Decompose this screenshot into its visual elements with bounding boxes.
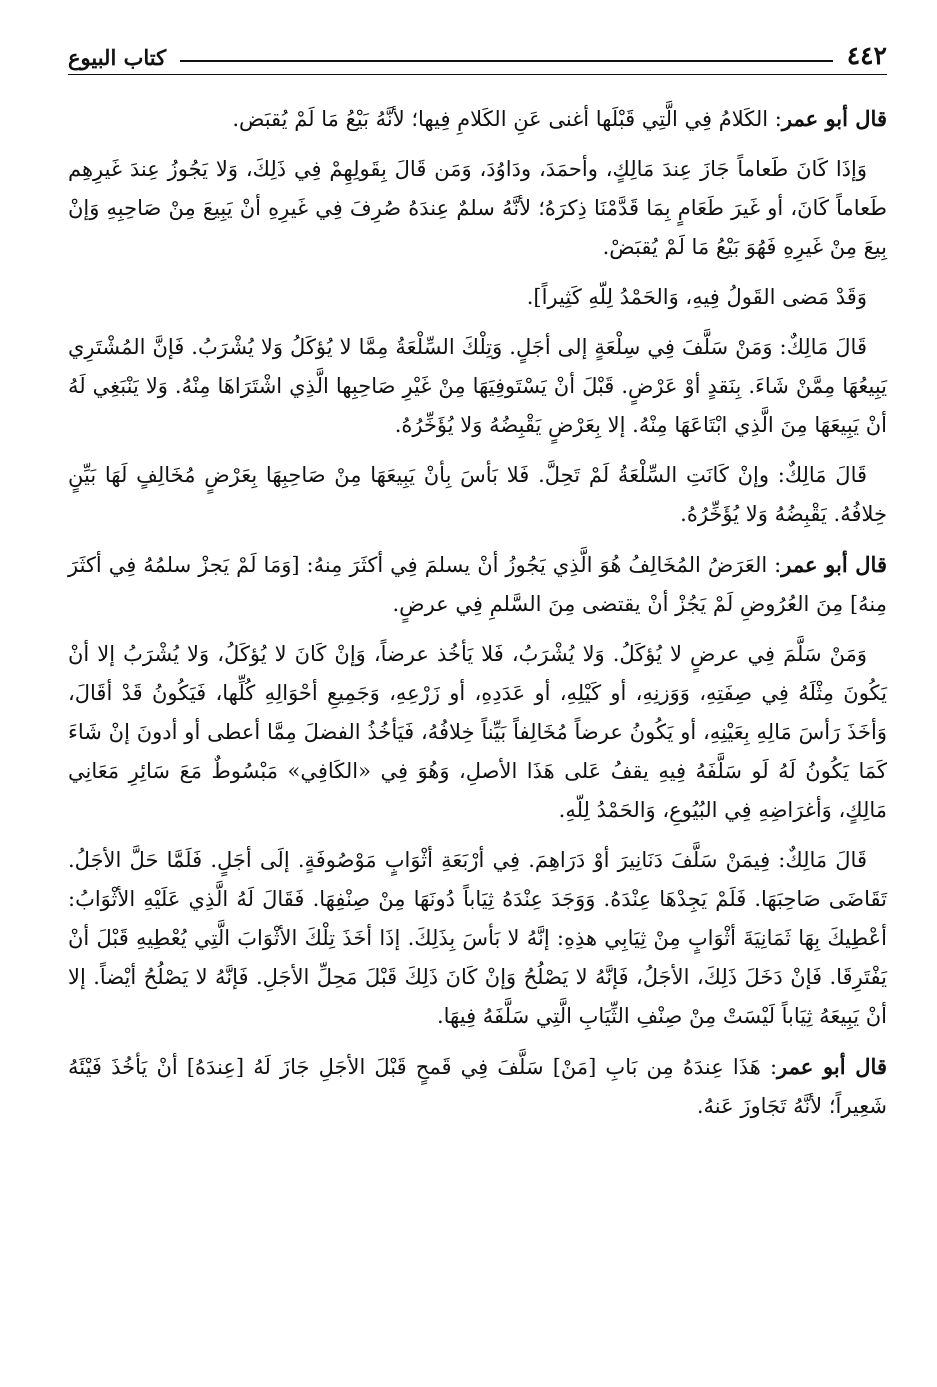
paragraph: [68, 1047, 887, 1126]
page-number: ٤٤٢: [846, 41, 887, 70]
page-body: [68, 99, 887, 1126]
paragraph-text: قَالَ مَالِكٌ: فِيمَنْ سَلَّفَ دَنَانِيرَ أوْ دَرَاهِمَ. فِي أرْبَعَةِ أثْوَابٍ مَوْصُوفَةٍ. إلَى أجَلٍ. فَلَمَّا حَلَّ الأجَلُ. تَقَاضَى صَاحِبَهَا. فَلَمْ يَجِدْهَا عِنْدَهُ. وَوَجَدَ عِنْدَهُ ثِيَاباً دُونَهَا مِنْ صِنْفِهَا. فَقَالَ لَهُ الَّذِي عَلَيْهِ الأثْوَابُ: أعْطِيكَ بِهَا ثَمَانِيَةَ أثْوَابٍ مِنْ ثِيَابِي هذِهِ: إنَّهُ لا بَأسَ بِذَلِكَ. إذَا أخَذَ تِلْكَ الأثْوَابَ الَّتِي يُعْطِيهِ قَبْلَ أنْ يَفْتَرِقَا. فَإنْ دَخَلَ ذَلِكَ، الأجَلُ، فَإنَّهُ لا يَصْلُحُ وَإنْ كَانَ ذَلِكَ قَبْلَ مَحِلِّ الأجَلِ. فَإنَّهُ لا يَصْلُحُ أيْضاً. إلا أنْ يَبِيعَهُ ثِيَاباً لَيْسَتْ مِنْ صِنْفِ الثِّيَابِ الَّتِي سَلَّفَهُ فِيهَا.: [68, 848, 887, 1028]
paragraph: [68, 328, 887, 445]
paragraph: [68, 456, 887, 534]
paragraph: [68, 545, 887, 624]
paragraph-text: قَالَ مَالِكٌ: وإنْ كَانَتِ السِّلْعَةُ لَمْ تَحِلَّ. فَلا بَأسَ بِأنْ يَبِيعَهَا مِنْ صَاحِبِهَا بِعَرْضٍ مُخَالِفٍ لَهَا بَيِّنٍ خِلافُهُ. يَقْبِضُهُ وَلا يُؤَخِّرُهُ.: [68, 463, 887, 526]
paragraph: [68, 635, 887, 830]
speaker-label: قال أبو عمر: [777, 1054, 887, 1079]
paragraph-text: قَالَ مَالِكٌ: وَمَنْ سَلَّفَ فِي سِلْعَةٍ إلى أجَلٍ. وَتِلْكَ السِّلْعَةُ مِمَّا لا يُؤكَلُ وَلا يُشْرَبُ. فَإنَّ المُشْتَرِي يَبِيعُهَا مِمَّنْ شَاءَ. بِنَقدٍ أوْ عَرْضٍ. قَبْلَ أنْ يَسْتَوفِيَهَا مِنْ غَيْرِ صَاحِبِها الَّذِي اشْتَرَاهَا مِنْهُ. وَلا يَنْبَغِي لَهُ أنْ يَبِيعَهَا مِنَ الَّذِي ابْتَاعَهَا مِنْهُ. إلا بِعَرْضٍ يَقْبِضُهُ وَلا يُؤَخِّرُهُ.: [68, 335, 887, 437]
book-title: كتاب البيوع: [68, 45, 167, 70]
speaker-label: قال أبو عمر: [781, 106, 887, 131]
paragraph: [68, 278, 887, 317]
running-header: [68, 28, 887, 68]
paragraph: [68, 150, 887, 267]
paragraph-text: وَإذَا كَانَ طَعاماً جَازَ عِندَ مَالِكٍ، وأحمَدَ، ودَاوُدَ، وَمَن قَالَ بِقَولِهِمْ فِي ذَلِكَ، وَلا يَجُوزُ عِندَ غَيرِهِم طَعاماً كَانَ، أو غَيرَ طَعَامٍ بِمَا قَدَّمْنَا ذِكرَهُ؛ لأنَّهُ سلمٌ عِندَهُ صُرِفَ فِي غَيرِهِ أنْ يَبِيعَ مِنْ صَاحِبِهِ وَإنْ بِيعَ مِنْ غَيرِهِ فَهُوَ بَيْعُ مَا لَمْ يُقبَضْ.: [68, 157, 887, 259]
header-rule: [180, 60, 833, 62]
header-divider: [68, 74, 887, 75]
speaker-label: قال أبو عمر: [781, 552, 887, 577]
paragraph-text: وَقَدْ مَضى القَولُ فِيهِ، وَالحَمْدُ لِلّهِ كَثِيراً].: [526, 285, 867, 309]
paragraph-text: : الكَلامُ فِي الَّتِي قَبْلَها أغنى عَنِ الكَلامِ فِيها؛ لأنَّهُ بَيْعُ مَا لَمْ يُقبَض.: [232, 107, 782, 131]
paragraph: [68, 841, 887, 1036]
paragraph-text: : العَرَضُ المُخَالِفُ هُوَ الَّذِي يَجُوزُ أنْ يسلمَ فِي أكثَرَ مِنهُ: [وَمَا لَمْ يَجزْ سلمُهُ فِي أكثَرَ مِنهُ] مِنَ العُرُوضِ لَمْ يَجُزْ أنْ يقتضى مِنَ السَّلمِ فِي عرضٍ.: [68, 553, 887, 616]
paragraph-text: وَمَنْ سَلَّمَ فِي عرضٍ لا يُؤكَلُ. وَلا يُشْرَبُ، فَلا يَأخُذ عرضاً، وَإنْ كَانَ لا يُؤكَلُ، وَلا يُشْرَبُ إلا أنْ يَكُونَ مِثْلَهُ فِي صِفَتِهِ، وَوَزنِهِ، أو كَيْلِهِ، أو عَدَدِهِ، أو زَرْعِهِ، وَجَمِيعِ أحْوَالِهِ كُلِّها، فَيَكُونُ قَدْ أقَالَ، وَأخَذَ رَأسَ مَالِهِ بِعَيْنِهِ، أو يَكُونُ عرضاً مُخَالِفاً بَيِّناً خِلافُهُ، فَيَأخُذُ الفضلَ مِمَّا أعطى أو أدونَ إنْ شَاءَ كَمَا يَكُونُ لَهُ لَو سَلَّفَهُ فِيهِ يقفُ عَلى هَذَا الأصلِ، وَهُوَ فِي «الكَافِي» مَبْسُوطٌ مَعَ سَائِرِ مَعَانِي مَالِكٍ، وَأغرَاضِهِ فِي البُيُوعِ، وَالحَمْدُ لِلّهِ.: [68, 642, 888, 822]
paragraph: [68, 99, 887, 139]
paragraph-text: : هَذَا عِندَهُ مِن بَابِ [مَنْ] سَلَّفَ فِي قَمحٍ قَبْلَ الأجَلِ جَازَ لَهُ [عِندَهُ] أنْ يَأخُذَ فَيْئَهُ شَعِيراً؛ لأنَّهُ تَجَاوزَ عَنهُ.: [68, 1055, 887, 1118]
